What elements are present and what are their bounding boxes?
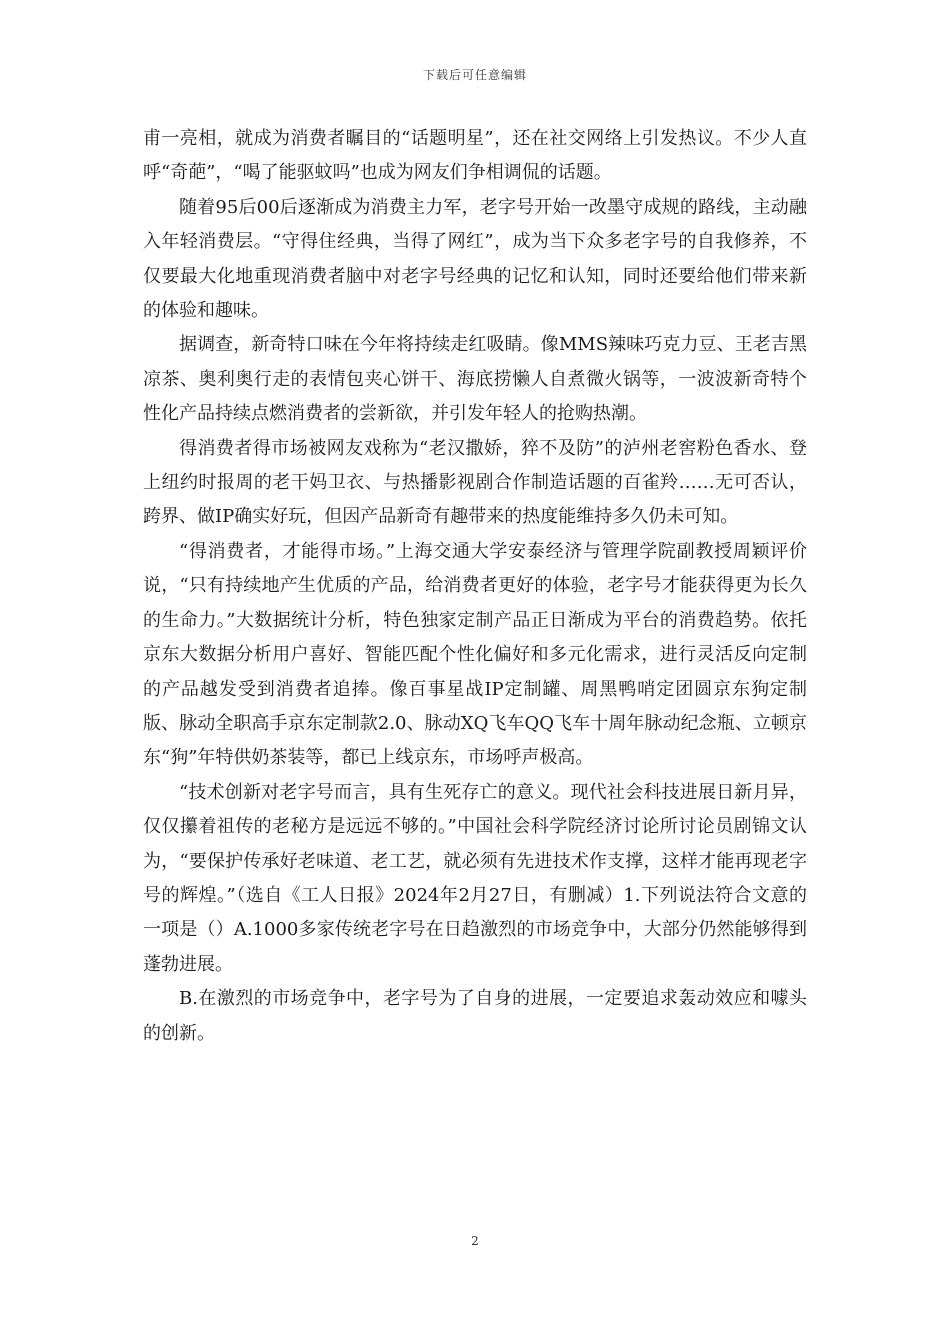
page-header: 下载后可任意编辑 (422, 68, 527, 82)
paragraph-3: 据调查，新奇特口味在今年将持续走红吸睛。像MMS辣味巧克力豆、王老吉黑凉茶、奥利奥行走的表情包夹心饼干、海底捞懒人自煮微火锅等，一波波新奇特个性化产品持续点燃消费者的尝新欲，并引发年轻人的抢购热潮。 (143, 334, 807, 425)
paragraph-6: “技术创新对老字号而言，具有生死存亡的意义。现代社会科技进展日新月异，仅仅攥着祖传的老秘方是远远不够的。”中国社会科学院经济讨论所讨论员剧锦文认为，“要保护传承好老味道、老工艺，就必须有先进技术作支撑，这样才能再现老字号的辉煌。”（选自《工人日报》2024年2月27日，有删减）1.下列说法符合文意的一项是（）A.1000多家传统老字号在日趋激烈的市场竞争中，大部分仍然能够得到蓬勃进展。 (143, 781, 807, 975)
page-number: 2 (471, 1234, 479, 1248)
paragraph-5: “得消费者，才能得市场。”上海交通大学安泰经济与管理学院副教授周颖评价说，“只有持续地产生优质的产品，给消费者更好的体验，老字号才能获得更为长久的生命力。”大数据统计分析，特色独家定制产品正日渐成为平台的消费趋势。依托京东大数据分析用户喜好、智能匹配个性化偏好和多元化需求，进行灵活反向定制的产品越发受到消费者追捧。像百事星战IP定制罐、周黑鸭哨定团圆京东狗定制版、脉动全职高手京东定制款2.0、脉动XQ飞车QQ飞车十周年脉动纪念瓶、立顿京东“狗”年特供奶茶装等，都已上线京东，市场呼声极高。 (143, 540, 807, 769)
paragraph-2: 随着95后00后逐渐成为消费主力军，老字号开始一改墨守成规的路线，主动融入年轻消费层。“守得住经典，当得了网红”，成为当下众多老字号的自我修养，不仅要最大化地重现消费者脑中对老字号经典的记忆和认知，同时还要给他们带来新的体验和趣味。 (143, 196, 807, 322)
paragraph-7: B.在激烈的市场竞争中，老字号为了自身的进展，一定要追求轰动效应和噱头的创新。 (143, 988, 807, 1044)
paragraph-1: 甫一亮相，就成为消费者瞩目的“话题明星”，还在社交网络上引发热议。不少人直呼“奇葩”，“喝了能驱蚊吗”也成为网友们争相调侃的话题。 (143, 128, 807, 184)
document-body (143, 122, 807, 1051)
paragraph-4: 得消费者得市场被网友戏称为“老汉撒娇，猝不及防”的泸州老窖粉色香水、登上纽约时报周的老干妈卫衣、与热播影视剧合作制造话题的百雀羚……无可否认，跨界、做IP确实好玩，但因产品新奇有趣带来的热度能维持多久仍未可知。 (143, 437, 807, 528)
